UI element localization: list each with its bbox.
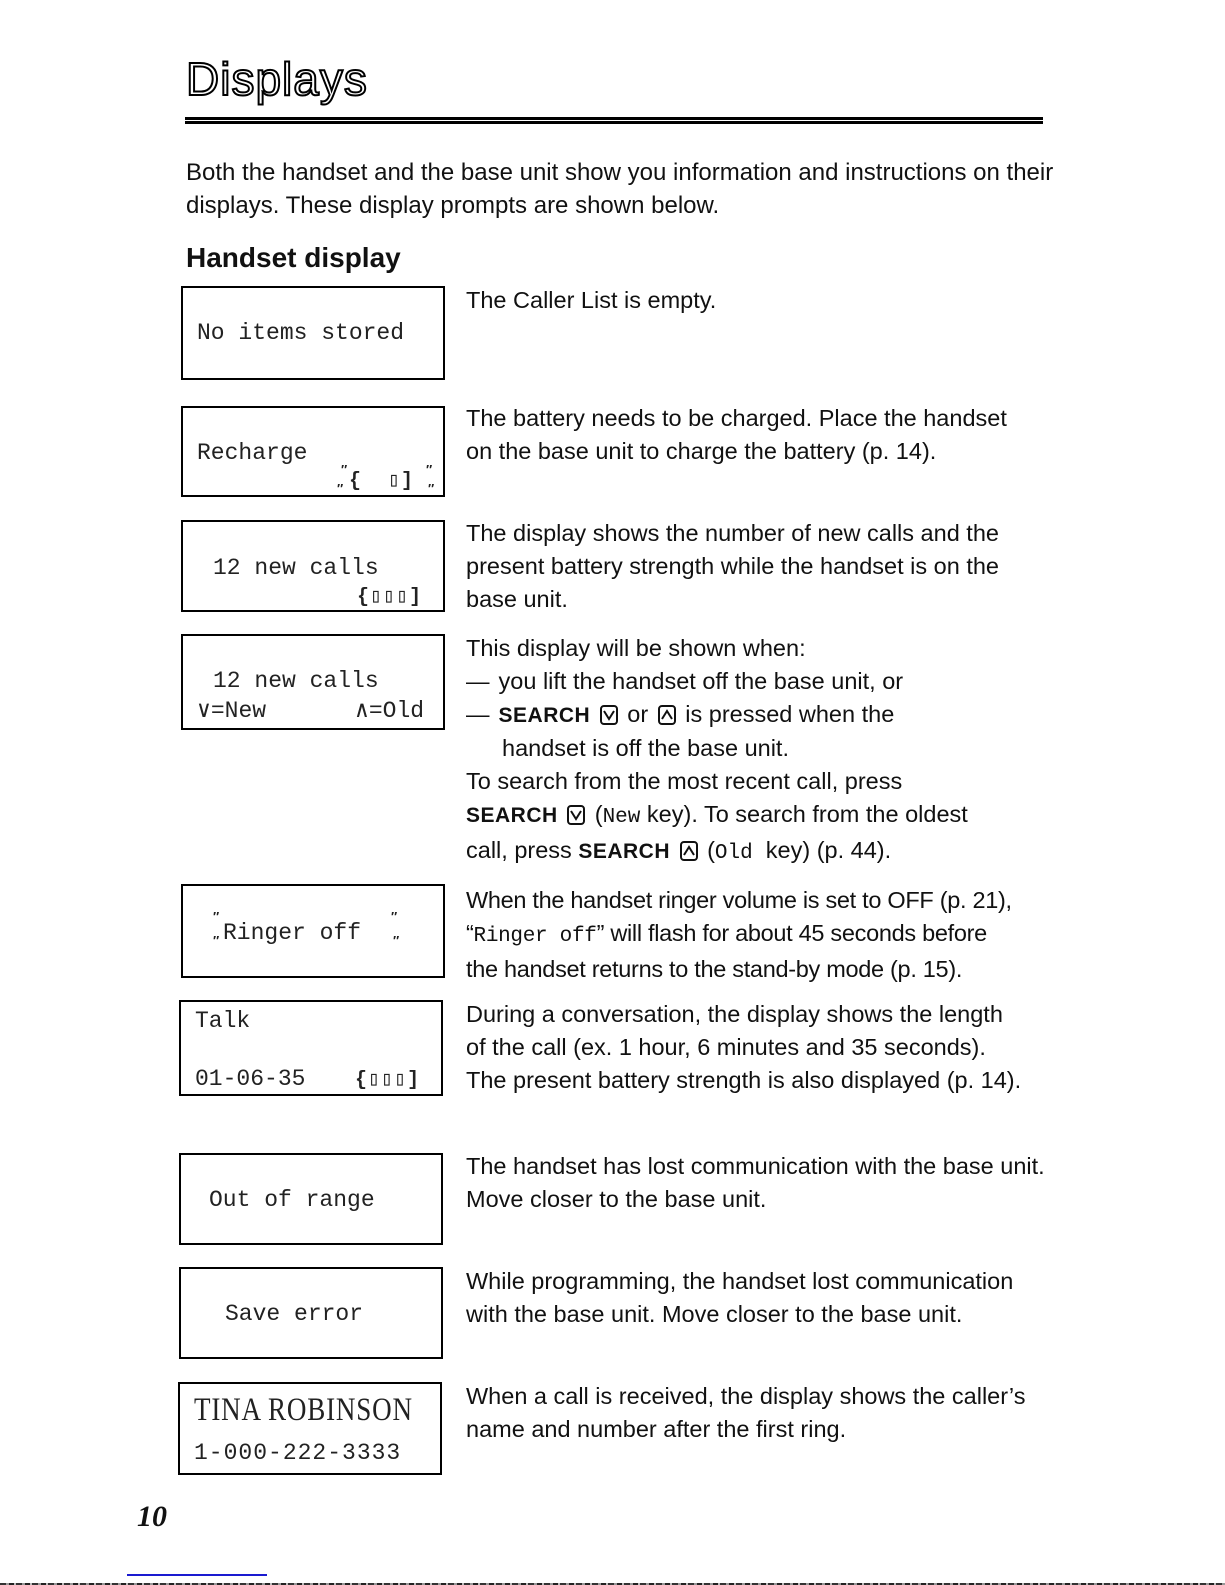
flashing-marks-icon: ″ [391,909,398,924]
lcd-talk [179,1000,443,1096]
flashing-marks-icon: ″ [337,481,344,496]
description-ringer-off [466,884,1066,986]
lcd-caller-id [178,1382,442,1475]
intro-paragraph: Both the handset and the base unit show you information and instructions on their displays. These display prompts are shown below. [186,159,1054,219]
chevron-down-key-icon [600,705,618,725]
desc-line [466,834,1066,870]
description-search [466,632,1066,870]
desc-text: call, press [466,837,579,863]
desc-line [466,798,1066,834]
description-caller-id: When a call is received, the display shows the caller’s name and number after the first ring. [466,1383,1026,1442]
lcd-line-caller-number: 1-000-222-3333 [194,1440,402,1466]
paren: ( [707,837,715,863]
lcd-line: Talk [195,1008,251,1034]
desc-line: To search from the most recent call, press [466,768,903,794]
chevron-down-key-icon [567,805,585,825]
search-key-label: SEARCH [498,704,591,727]
lcd-line-caller-name: TINA ROBINSON [194,1392,413,1428]
flashing-marks-icon: ″ [341,462,348,477]
or-text: or [627,701,649,727]
description-talk: During a conversation, the display shows the length of the call (ex. 1 hour, 6 minutes and 35 seconds). The present battery strength is also displayed (p. 14). [466,1001,1022,1093]
paren: ( [594,801,603,827]
page-number: 10 [137,1500,167,1533]
lcd-out-of-range [179,1153,443,1245]
link-underline [127,1574,267,1576]
desc-text: key) (p. 44). [752,837,892,863]
battery-indicator-icon: {▯▯▯] [355,1069,421,1092]
desc-line: the handset returns to the stand-by mode (p. 15). [466,956,963,982]
bullet-text: is pressed when the [685,701,895,727]
flashing-marks-icon: ″ [393,933,400,948]
lcd-new-calls-search [181,634,445,730]
lcd-save-error [179,1267,443,1359]
desc-line: This display will be shown when: [466,635,806,661]
flashing-marks-icon: ″ [213,909,220,924]
lcd-line: No items stored [197,320,405,346]
lcd-new-calls-battery [181,520,445,612]
dash: — [466,701,490,727]
battery-indicator-icon: {▯▯▯] [357,586,423,609]
search-key-label: SEARCH [578,840,671,863]
description-recharge: The battery needs to be charged. Place the handset on the base unit to charge the battery (p. 14). [466,405,1007,464]
lcd-line: Recharge [197,440,308,466]
flashing-marks-icon: ″ [426,462,433,477]
quote: ” [596,920,605,946]
bullet-item [466,665,1066,698]
lcd-line: 12 new calls [213,668,379,694]
lcd-line-timer: 01-06-35 [195,1066,306,1092]
lcd-recharge [181,406,445,497]
lcd-line-old-key: ∧=Old [355,698,425,724]
description-new-calls: The display shows the number of new calls and the present battery strength while the handset is on the base unit. [466,520,999,612]
flashing-marks-icon: ″ [213,933,220,948]
lcd-no-items-stored [181,286,445,380]
lcd-line-new-key: ∨=New [197,698,267,724]
new-key-label: New [602,806,641,829]
dash: — [466,668,490,694]
desc-line: When the handset ringer volume is set to OFF (p. 21), [466,887,1012,913]
bullet-continuation: handset is off the base unit. [502,735,789,761]
desc-text: key). To search from the oldest [640,801,968,827]
ringer-off-label: Ringer off [473,925,597,948]
flashing-marks-icon: ″ [428,481,435,496]
desc-text: will flash for about 45 seconds before [604,920,987,946]
lcd-line: Ringer off [223,920,362,946]
lcd-line: Save error [225,1301,364,1327]
chevron-up-key-icon [680,841,698,861]
title-rule [185,117,1043,124]
battery-indicator-icon: { ▯] [349,470,415,493]
bullet-text: you lift the handset off the base unit, or [498,668,904,694]
lcd-line: 12 new calls [213,555,379,581]
chevron-up-key-icon [658,705,676,725]
lcd-ringer-off [181,884,445,978]
description-no-items: The Caller List is empty. [466,287,717,313]
page-title: Displays [186,53,368,105]
section-heading: Handset display [186,242,401,273]
desc-line [466,917,1066,953]
lcd-line: Out of range [209,1187,375,1213]
description-out-of-range: The handset has lost communication with the base unit. Move closer to the base unit. [466,1153,1045,1212]
old-key-label: Old [714,842,753,865]
bullet-item [466,698,1066,732]
search-key-label: SEARCH [466,804,558,827]
quote: “ [466,920,474,946]
description-save-error: While programming, the handset lost communication with the base unit. Move closer to the base unit. [466,1268,1014,1327]
